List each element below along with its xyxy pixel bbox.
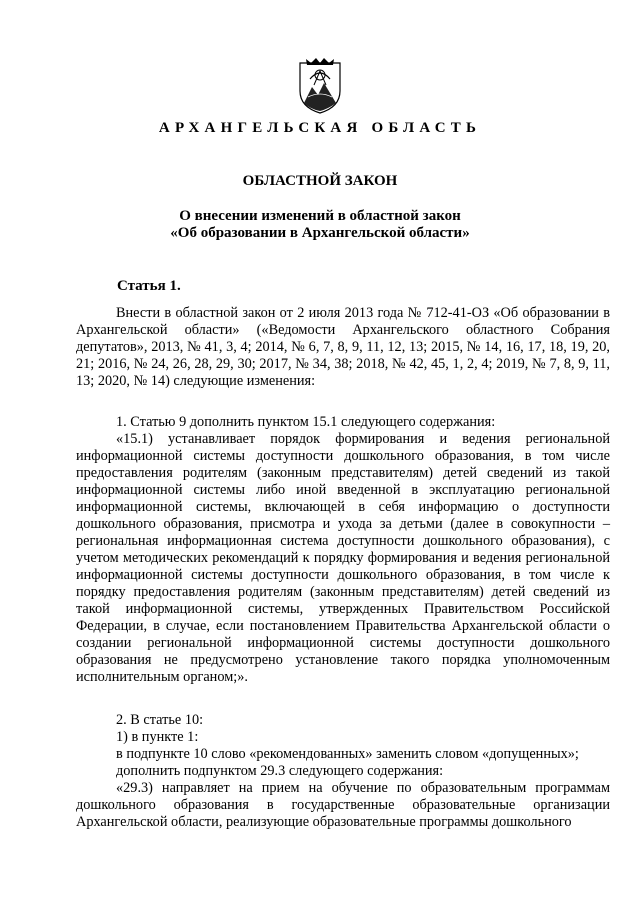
article-heading: Статья 1. bbox=[117, 278, 181, 294]
title-line-1: О внесении изменений в областной закон bbox=[179, 208, 461, 224]
region-name: АРХАНГЕЛЬСКАЯ ОБЛАСТЬ bbox=[158, 120, 482, 136]
amendment-1-text: «15.1) устанавливает порядок формирования и ведения региональной информационной системы доступности дошкольного образования, в том числе предоставления родителям (законным представителям) детей сведений из такой информационной системы либо иной введенной в эксплуатацию региональной информационной системы, включающей в себя информацию о доступности дошкольного образования, присмотра и ухода за детьми (далее в совокупности – региональная информационная система доступности дошкольного образования), с учетом методических рекомендаций к порядку формирования и ведения региональной информационной системы доступности дошкольного образования, в том числе к порядку предоставления родителям (законным представителям) детей сведений из такой информационной системы, утвержденных Правительством Российской Федерации, в случае, если постановлением Правительства Архангельской области о создании региональной информационной системы доступности дошкольного образования не предусмотрено установление такого порядка уполномоченным исполнительным органом;». bbox=[76, 431, 610, 685]
amendment-2-text: «29.3) направляет на прием на обучение по образовательным программам дошкольного образования в государственные образовательные организации Архангельской области, реализующие образовательные программы дошкольного bbox=[76, 780, 610, 830]
amendment-2 bbox=[76, 712, 610, 831]
intro-text: Внести в областной закон от 2 июля 2013 года № 712-41-ОЗ «Об образовании в Архангельской области» («Ведомости Архангельского областного Собрания депутатов», 2013, № 41, 3, 4; 2014, № 6, 7, 8, 9, 11, 12, 13; 2015, № 14, 16, 17, 18, 19, 20, 21; 2016, № 24, 26, 28, 29, 30; 2017, № 34, 38; 2018, № 42, 45, 1, 2, 4; 2019, № 7, 8, 9, 11, 13; 2020, № 14) следующие изменения: bbox=[76, 305, 610, 389]
intro-paragraph bbox=[76, 305, 610, 390]
amendment-2-subitem-1: 1) в пункте 1: bbox=[116, 729, 199, 745]
amendment-2-heading: 2. В статье 10: bbox=[116, 712, 204, 728]
title-line-2: «Об образовании в Архангельской области» bbox=[170, 225, 470, 241]
amendment-1 bbox=[76, 414, 610, 686]
document-type: ОБЛАСТНОЙ ЗАКОН bbox=[242, 173, 398, 189]
coat-of-arms-icon bbox=[298, 57, 342, 114]
amendment-2-subitem-1-b: дополнить подпунктом 29.3 следующего содержания: bbox=[116, 763, 444, 779]
document-title bbox=[0, 208, 640, 242]
amendment-1-heading: 1. Статью 9 дополнить пунктом 15.1 следующего содержания: bbox=[116, 414, 496, 430]
amendment-2-subitem-1-a: в подпункте 10 слово «рекомендованных» заменить словом «допущенных»; bbox=[116, 746, 579, 762]
